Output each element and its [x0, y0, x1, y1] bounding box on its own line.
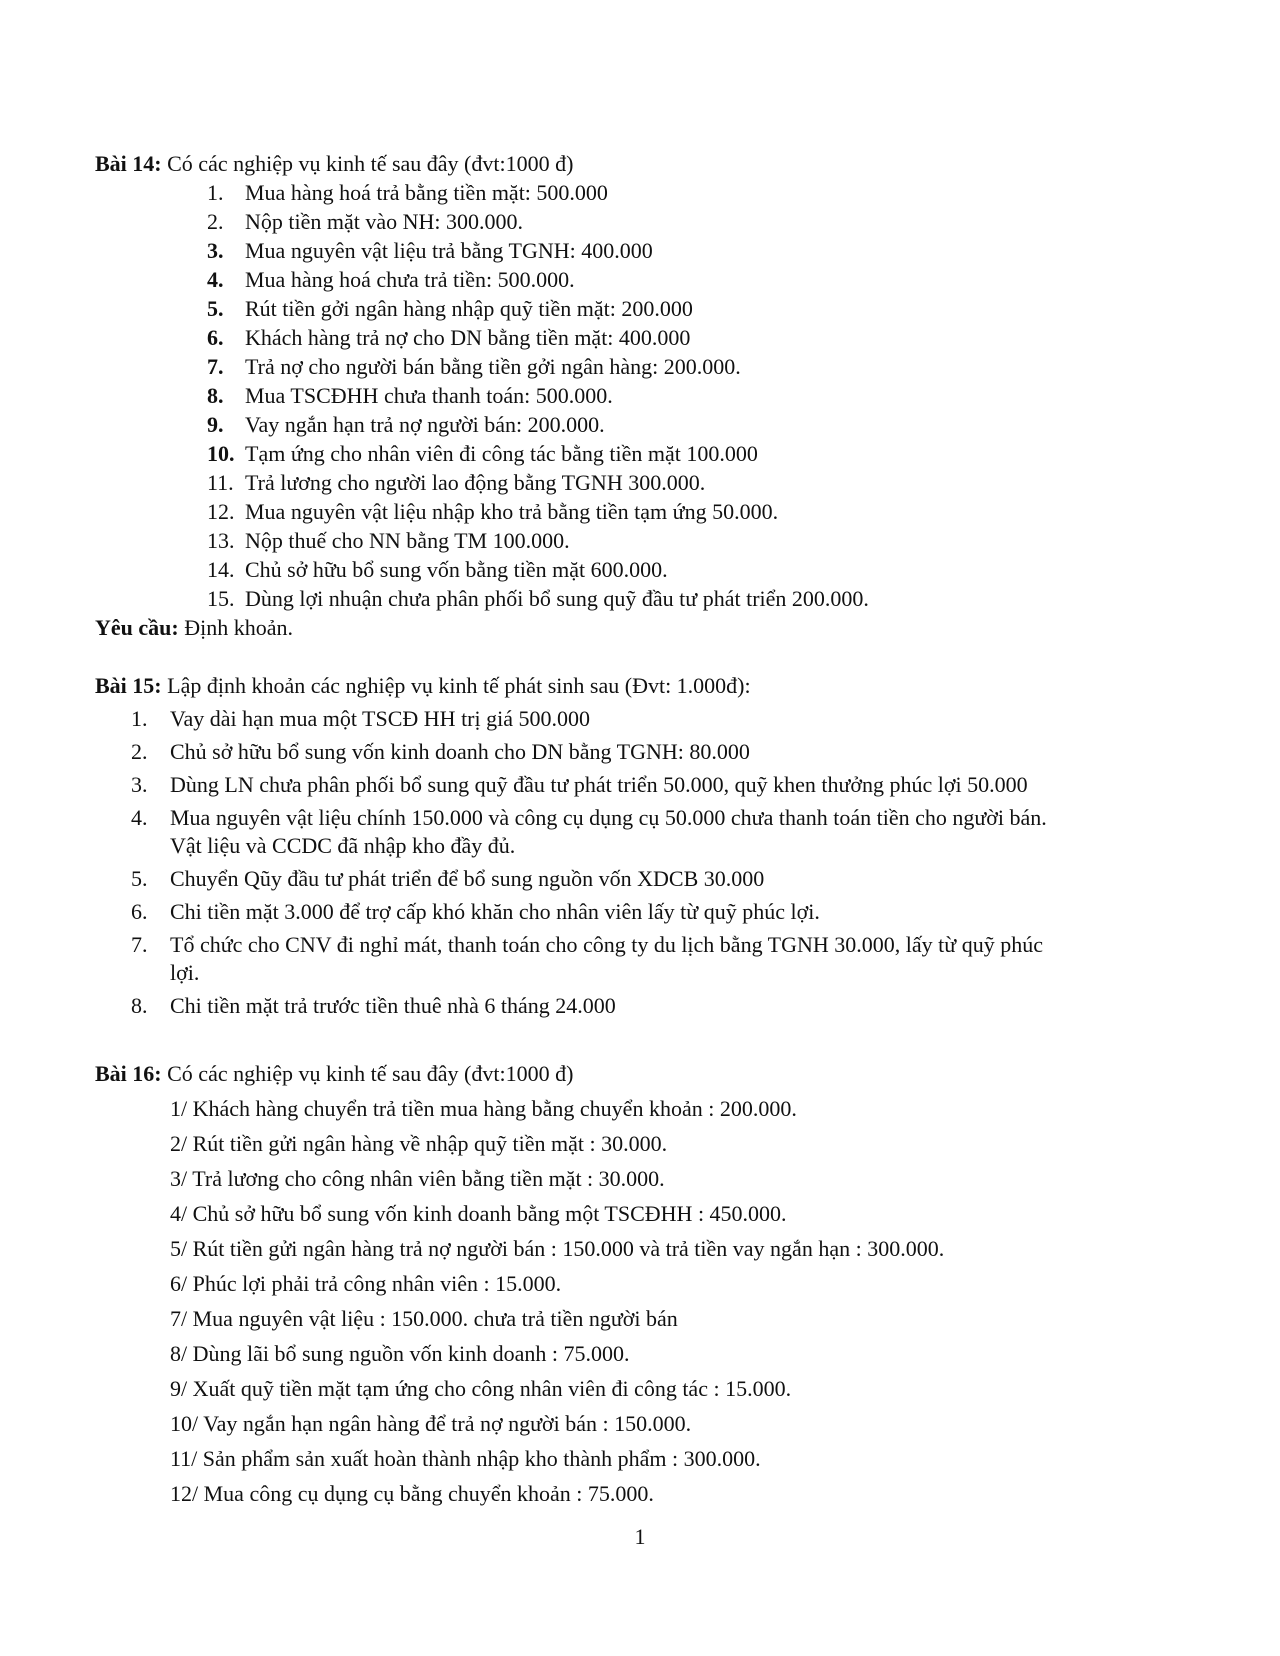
- list-item: 12/ Mua công cụ dụng cụ bằng chuyển khoản : 75.000.: [170, 1481, 654, 1506]
- item-text: lợi.: [170, 960, 200, 985]
- item-number: 6.: [131, 899, 148, 924]
- item-text: Mua hàng hoá chưa trả tiền: 500.000.: [245, 267, 575, 292]
- item-number: 7.: [131, 932, 148, 957]
- item-text: Nộp tiền mặt vào NH: 300.000.: [245, 209, 524, 234]
- item-text: Khách hàng trả nợ cho DN bằng tiền mặt: 400.000: [245, 325, 691, 350]
- item-number: 1.: [131, 706, 148, 731]
- item-text: Trả lương cho người lao động bằng TGNH 300.000.: [245, 470, 706, 495]
- item-text: Chủ sở hữu bổ sung vốn kinh doanh cho DN bằng TGNH: 80.000: [170, 739, 750, 764]
- list-item: 1/ Khách hàng chuyển trả tiền mua hàng bằng chuyển khoản : 200.000.: [170, 1096, 797, 1121]
- item-text: Tổ chức cho CNV đi nghỉ mát, thanh toán cho công ty du lịch bằng TGNH 30.000, lấy từ quỹ phúc: [170, 932, 1043, 957]
- list-item: 5/ Rút tiền gửi ngân hàng trả nợ người bán : 150.000 và trả tiền vay ngắn hạn : 300.000.: [170, 1236, 945, 1261]
- bai15-label: Bài 15:: [95, 673, 162, 698]
- item-number: 4.: [207, 267, 224, 292]
- item-number: 15.: [207, 586, 235, 611]
- item-number: 10.: [207, 441, 235, 466]
- item-text: Vay ngắn hạn trả nợ người bán: 200.000.: [245, 412, 605, 437]
- item-text: Mua hàng hoá trả bằng tiền mặt: 500.000: [245, 180, 608, 205]
- item-text: Rút tiền gởi ngân hàng nhập quỹ tiền mặt: 200.000: [245, 296, 693, 321]
- bai16-label: Bài 16:: [95, 1061, 162, 1086]
- bai16-intro: Có các nghiệp vụ kinh tế sau đây (đvt:1000 đ): [161, 1061, 574, 1086]
- item-text: Chi tiền mặt 3.000 để trợ cấp khó khăn cho nhân viên lấy từ quỹ phúc lợi.: [170, 899, 820, 924]
- item-number: 14.: [207, 557, 235, 582]
- page-number: 1: [634, 1524, 646, 1549]
- requirement-text: Định khoản.: [178, 615, 293, 640]
- item-number: 7.: [207, 354, 224, 379]
- item-number: 5.: [207, 296, 224, 321]
- item-number: 2.: [207, 209, 224, 234]
- requirement-label: Yêu cầu:: [95, 615, 179, 640]
- item-number: 9.: [207, 412, 224, 437]
- list-item: 6/ Phúc lợi phải trả công nhân viên : 15.000.: [170, 1271, 562, 1296]
- list-item: 10/ Vay ngắn hạn ngân hàng để trả nợ người bán : 150.000.: [170, 1411, 692, 1436]
- bai15-heading: [95, 672, 751, 700]
- item-number: 2.: [131, 739, 148, 764]
- item-text: Mua nguyên vật liệu trả bằng TGNH: 400.000: [245, 238, 653, 263]
- item-number: 6.: [207, 325, 224, 350]
- list-item: 4/ Chủ sở hữu bổ sung vốn kinh doanh bằng một TSCĐHH : 450.000.: [170, 1201, 787, 1226]
- list-item: 11/ Sản phẩm sản xuất hoàn thành nhập kho thành phẩm : 300.000.: [170, 1446, 761, 1471]
- bai14-label: Bài 14:: [95, 151, 162, 176]
- bai14-heading: [95, 150, 573, 178]
- item-text: Chủ sở hữu bổ sung vốn bằng tiền mặt 600.000.: [245, 557, 668, 582]
- bai14-requirement: [95, 614, 293, 642]
- bai15-intro: Lập định khoản các nghiệp vụ kinh tế phát sinh sau (Đvt: 1.000đ):: [161, 673, 751, 698]
- item-text: Vay dài hạn mua một TSCĐ HH trị giá 500.000: [170, 706, 590, 731]
- item-number: 11.: [207, 470, 234, 495]
- list-item: 3/ Trả lương cho công nhân viên bằng tiền mặt : 30.000.: [170, 1166, 665, 1191]
- list-item: 7/ Mua nguyên vật liệu : 150.000. chưa trả tiền người bán: [170, 1306, 678, 1331]
- list-item: 9/ Xuất quỹ tiền mặt tạm ứng cho công nhân viên đi công tác : 15.000.: [170, 1376, 792, 1401]
- item-text: Mua nguyên vật liệu chính 150.000 và công cụ dụng cụ 50.000 chưa thanh toán tiền cho người bán.: [170, 805, 1047, 830]
- item-text: Mua nguyên vật liệu nhập kho trả bằng tiền tạm ứng 50.000.: [245, 499, 779, 524]
- item-number: 4.: [131, 805, 148, 830]
- item-number: 3.: [207, 238, 224, 263]
- item-text: Chi tiền mặt trả trước tiền thuê nhà 6 tháng 24.000: [170, 993, 616, 1018]
- list-item: 8/ Dùng lãi bổ sung nguồn vốn kinh doanh : 75.000.: [170, 1341, 630, 1366]
- item-text: Trả nợ cho người bán bằng tiền gởi ngân hàng: 200.000.: [245, 354, 741, 379]
- item-text: Dùng LN chưa phân phối bổ sung quỹ đầu tư phát triển 50.000, quỹ khen thưởng phúc lợi 50.000: [170, 772, 1028, 797]
- item-text: Nộp thuế cho NN bằng TM 100.000.: [245, 528, 570, 553]
- item-number: 3.: [131, 772, 148, 797]
- item-text: Chuyển Qũy đầu tư phát triển để bổ sung nguồn vốn XDCB 30.000: [170, 866, 765, 891]
- item-number: 12.: [207, 499, 235, 524]
- item-number: 1.: [207, 180, 224, 205]
- item-number: 8.: [207, 383, 224, 408]
- item-text: Dùng lợi nhuận chưa phân phối bổ sung quỹ đầu tư phát triển 200.000.: [245, 586, 869, 611]
- item-text: Tạm ứng cho nhân viên đi công tác bằng tiền mặt 100.000: [245, 441, 758, 466]
- item-number: 5.: [131, 866, 148, 891]
- item-number: 13.: [207, 528, 235, 553]
- item-number: 8.: [131, 993, 148, 1018]
- bai16-heading: [95, 1060, 573, 1088]
- item-text: Mua TSCĐHH chưa thanh toán: 500.000.: [245, 383, 613, 408]
- list-item: 2/ Rút tiền gửi ngân hàng về nhập quỹ tiền mặt : 30.000.: [170, 1131, 668, 1156]
- bai14-intro: Có các nghiệp vụ kinh tế sau đây (đvt:1000 đ): [161, 151, 574, 176]
- item-text: Vật liệu và CCDC đã nhập kho đầy đủ.: [170, 833, 516, 858]
